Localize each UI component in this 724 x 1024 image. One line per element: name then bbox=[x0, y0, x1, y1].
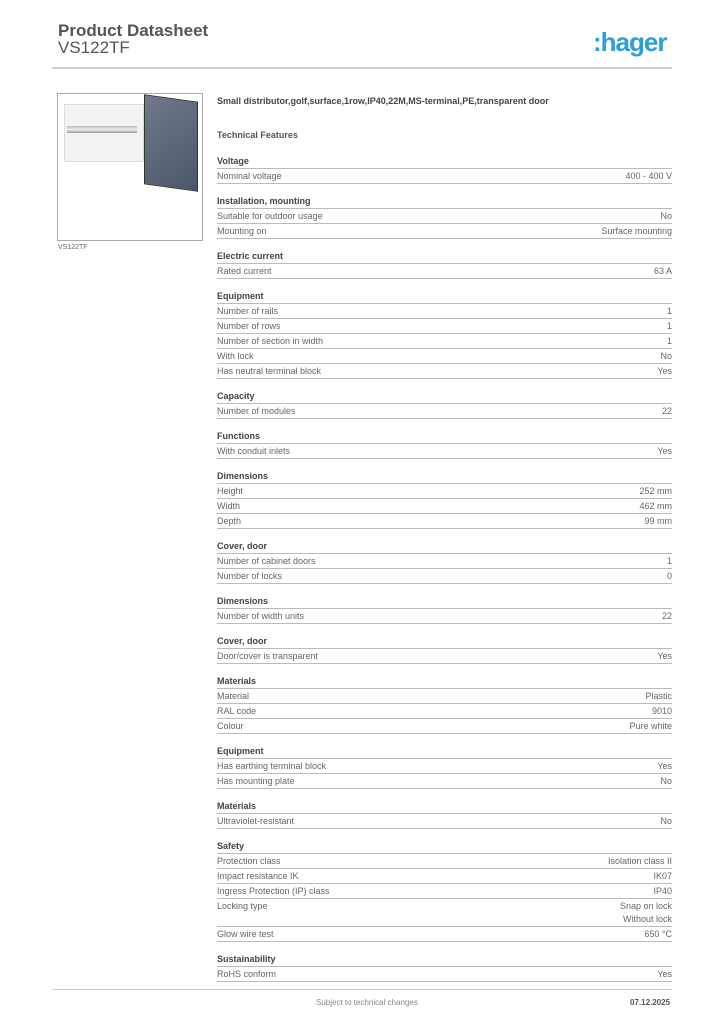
header-divider bbox=[52, 67, 672, 69]
feature-section bbox=[217, 839, 672, 942]
feature-row bbox=[217, 169, 672, 184]
feature-value: 462 mm bbox=[639, 501, 672, 511]
feature-label: Ingress Protection (IP) class bbox=[217, 886, 330, 896]
feature-row bbox=[217, 869, 672, 884]
feature-value: 22 bbox=[661, 611, 672, 621]
section-title: Functions bbox=[217, 429, 672, 444]
feature-label: Has earthing terminal block bbox=[217, 761, 327, 771]
feature-row bbox=[217, 759, 672, 774]
section-title: Dimensions bbox=[217, 594, 672, 609]
feature-row bbox=[217, 704, 672, 719]
feature-row bbox=[217, 364, 672, 379]
feature-value: Yes bbox=[657, 366, 672, 376]
feature-label: Mounting on bbox=[217, 226, 267, 236]
image-caption: VS122TF bbox=[58, 244, 88, 251]
feature-label: Nominal voltage bbox=[217, 171, 282, 181]
feature-value: 400 - 400 V bbox=[625, 171, 672, 181]
feature-label: Suitable for outdoor usage bbox=[217, 211, 323, 221]
feature-value: Isolation class II bbox=[607, 856, 672, 866]
feature-row bbox=[217, 224, 672, 239]
feature-label: With conduit inlets bbox=[217, 446, 291, 456]
feature-value: 99 mm bbox=[644, 516, 672, 526]
feature-row bbox=[217, 499, 672, 514]
feature-value: Surface mounting bbox=[601, 226, 672, 236]
feature-value: Yes bbox=[657, 446, 672, 456]
din-rail bbox=[67, 126, 137, 133]
feature-value: 1 bbox=[666, 336, 672, 346]
feature-label: Number of cabinet doors bbox=[217, 556, 316, 566]
feature-value: IP40 bbox=[653, 886, 672, 896]
feature-section bbox=[217, 429, 672, 459]
footer-date: 07.12.2025 bbox=[630, 998, 671, 1007]
feature-section bbox=[217, 389, 672, 419]
feature-row bbox=[217, 884, 672, 899]
feature-row bbox=[217, 264, 672, 279]
feature-section bbox=[217, 634, 672, 664]
feature-row bbox=[217, 854, 672, 869]
section-title: Voltage bbox=[217, 154, 672, 169]
feature-label: Number of section in width bbox=[217, 336, 324, 346]
feature-label: RAL code bbox=[217, 706, 257, 716]
section-title: Installation, mounting bbox=[217, 194, 672, 209]
feature-label: Ultraviolet-resistant bbox=[217, 816, 295, 826]
feature-value: 1 bbox=[666, 556, 672, 566]
feature-row bbox=[217, 649, 672, 664]
feature-section bbox=[217, 594, 672, 624]
section-title: Cover, door bbox=[217, 539, 672, 554]
feature-value: Yes bbox=[657, 969, 672, 979]
feature-section bbox=[217, 539, 672, 584]
feature-label: Number of modules bbox=[217, 406, 296, 416]
footer-note: Subject to technical changes bbox=[316, 998, 418, 1007]
feature-label: Door/cover is transparent bbox=[217, 651, 319, 661]
product-description: Small distributor,golf,surface,1row,IP40,22M,MS-terminal,PE,transparent door bbox=[217, 96, 549, 106]
section-title: Safety bbox=[217, 839, 672, 854]
feature-label: With lock bbox=[217, 351, 254, 361]
feature-row bbox=[217, 334, 672, 349]
feature-section bbox=[217, 469, 672, 529]
feature-label: Depth bbox=[217, 516, 242, 526]
feature-value: 650 °C bbox=[644, 929, 672, 939]
feature-row bbox=[217, 569, 672, 584]
section-title: Dimensions bbox=[217, 469, 672, 484]
feature-value: 63 A bbox=[653, 266, 672, 276]
feature-label: Has mounting plate bbox=[217, 776, 295, 786]
feature-row bbox=[217, 484, 672, 499]
feature-section bbox=[217, 249, 672, 279]
feature-row bbox=[217, 554, 672, 569]
transparent-door bbox=[144, 94, 198, 192]
feature-value: 22 bbox=[661, 406, 672, 416]
feature-row bbox=[217, 609, 672, 624]
feature-label: Rated current bbox=[217, 266, 272, 276]
feature-section bbox=[217, 952, 672, 982]
feature-label: Locking type bbox=[217, 901, 268, 911]
feature-label: Glow wire test bbox=[217, 929, 274, 939]
feature-label: Impact resistance IK bbox=[217, 871, 299, 881]
section-title: Materials bbox=[217, 799, 672, 814]
feature-row bbox=[217, 514, 672, 529]
feature-section bbox=[217, 289, 672, 379]
feature-row bbox=[217, 209, 672, 224]
feature-row bbox=[217, 444, 672, 459]
feature-value: No bbox=[660, 776, 672, 786]
hager-logo: :hager bbox=[593, 27, 667, 57]
feature-value: 0 bbox=[666, 571, 672, 581]
feature-row bbox=[217, 719, 672, 734]
section-title: Sustainability bbox=[217, 952, 672, 967]
feature-row bbox=[217, 774, 672, 789]
feature-value: Yes bbox=[657, 761, 672, 771]
feature-row bbox=[217, 404, 672, 419]
feature-value: 1 bbox=[666, 306, 672, 316]
feature-section bbox=[217, 799, 672, 829]
feature-value: IK07 bbox=[653, 871, 672, 881]
feature-label: Height bbox=[217, 486, 244, 496]
feature-value: Plastic bbox=[645, 691, 672, 701]
feature-value: Pure white bbox=[629, 721, 672, 731]
feature-row bbox=[217, 304, 672, 319]
feature-label: RoHS conform bbox=[217, 969, 277, 979]
section-title: Materials bbox=[217, 674, 672, 689]
feature-label: Number of width units bbox=[217, 611, 305, 621]
enclosure-body bbox=[64, 104, 144, 162]
features-title: Technical Features bbox=[217, 130, 298, 140]
footer-divider bbox=[52, 989, 672, 990]
feature-row bbox=[217, 814, 672, 829]
feature-value: No bbox=[660, 351, 672, 361]
feature-label: Protection class bbox=[217, 856, 281, 866]
section-title: Capacity bbox=[217, 389, 672, 404]
section-title: Electric current bbox=[217, 249, 672, 264]
feature-row bbox=[217, 967, 672, 982]
feature-row bbox=[217, 899, 672, 927]
feature-label: Has neutral terminal block bbox=[217, 366, 322, 376]
feature-row bbox=[217, 319, 672, 334]
feature-value: No bbox=[660, 211, 672, 221]
feature-label: Material bbox=[217, 691, 250, 701]
feature-value: Yes bbox=[657, 651, 672, 661]
product-code: VS122TF bbox=[58, 38, 130, 57]
feature-section bbox=[217, 194, 672, 239]
product-image bbox=[57, 93, 203, 241]
feature-label: Number of locks bbox=[217, 571, 283, 581]
feature-label: Width bbox=[217, 501, 241, 511]
feature-label: Number of rails bbox=[217, 306, 279, 316]
feature-section bbox=[217, 744, 672, 789]
feature-value: Snap on lock Without lock bbox=[619, 901, 672, 924]
datasheet-content bbox=[217, 96, 672, 992]
page-title: Product Datasheet bbox=[58, 21, 209, 40]
feature-label: Colour bbox=[217, 721, 244, 731]
feature-label: Number of rows bbox=[217, 321, 281, 331]
section-title: Cover, door bbox=[217, 634, 672, 649]
section-title: Equipment bbox=[217, 744, 672, 759]
feature-sections bbox=[217, 154, 672, 982]
feature-value: No bbox=[660, 816, 672, 826]
feature-section bbox=[217, 154, 672, 184]
feature-value: 252 mm bbox=[639, 486, 672, 496]
feature-value: 1 bbox=[666, 321, 672, 331]
feature-row bbox=[217, 927, 672, 942]
section-title: Equipment bbox=[217, 289, 672, 304]
feature-row bbox=[217, 689, 672, 704]
feature-section bbox=[217, 674, 672, 734]
feature-row bbox=[217, 349, 672, 364]
feature-value: 9010 bbox=[651, 706, 672, 716]
